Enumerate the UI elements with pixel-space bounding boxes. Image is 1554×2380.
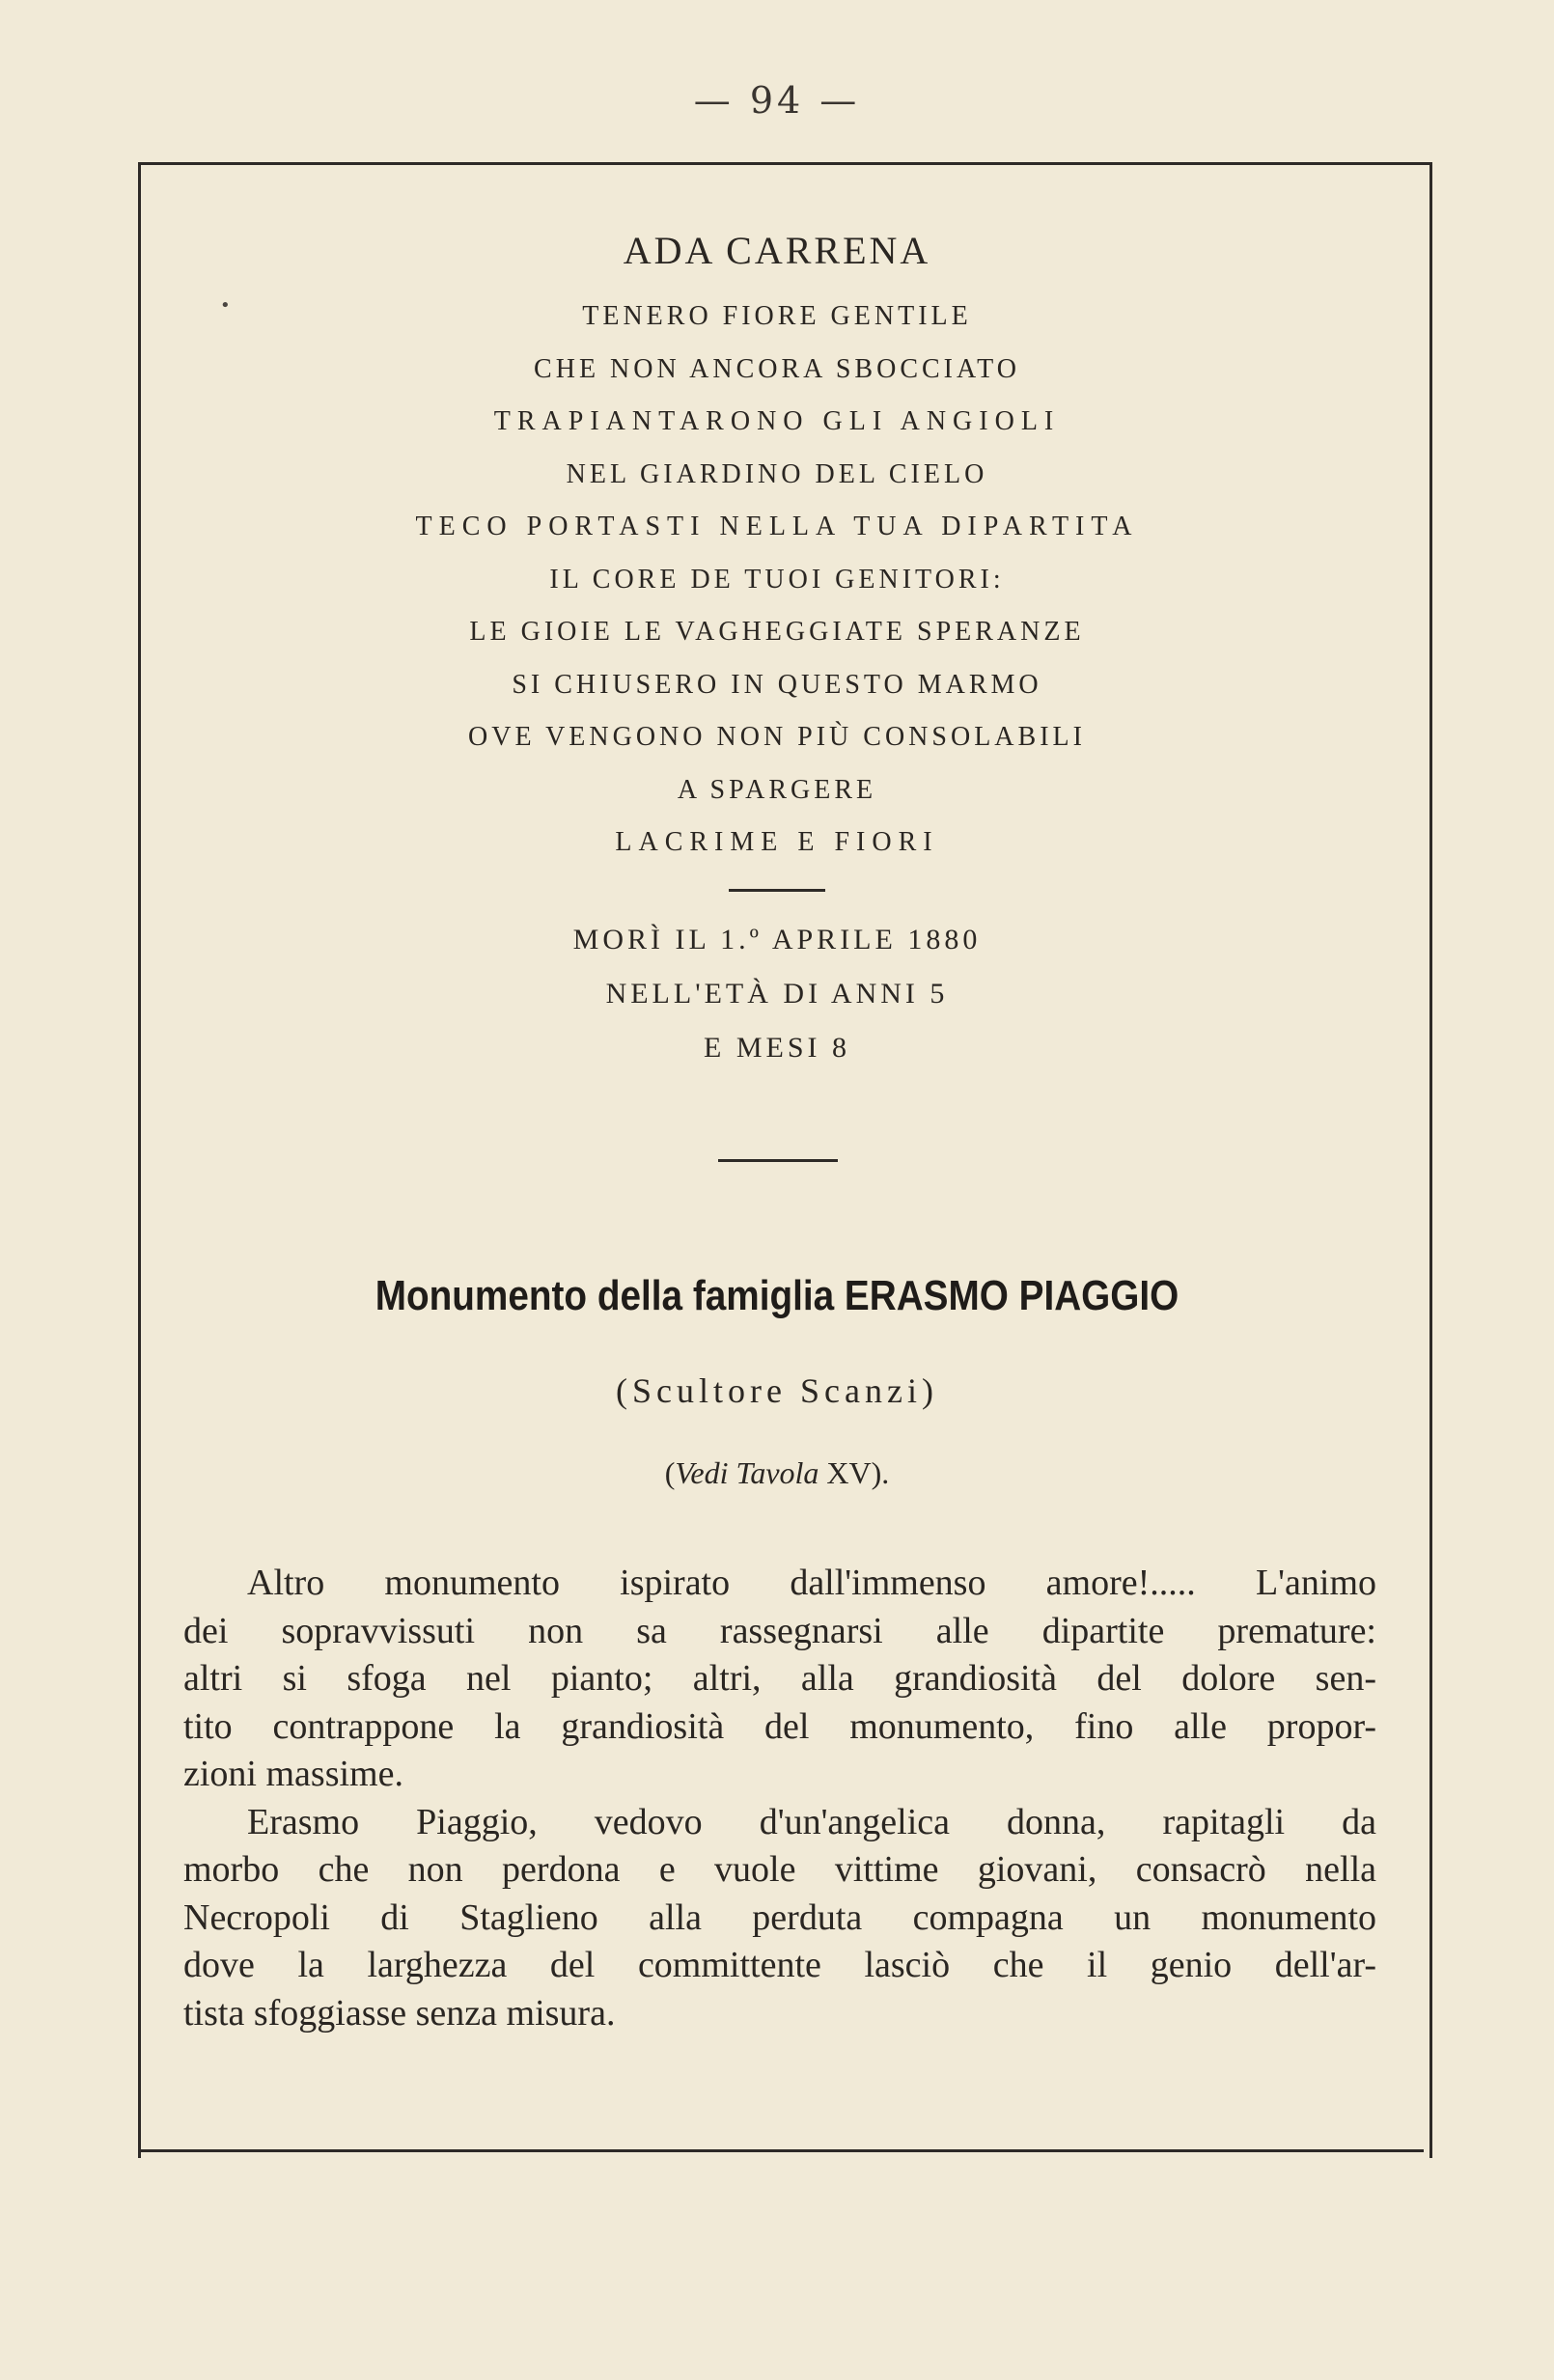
plate-reference-italic: Vedi Tavola <box>675 1455 819 1490</box>
text-line: Erasmo Piaggio, vedovo d'un'angelica donna, rapitagli da <box>247 1801 1376 1842</box>
epitaph-line: LACRIME E FIORI <box>615 827 939 857</box>
body-text <box>183 1560 1376 2037</box>
section-divider <box>718 1159 838 1162</box>
epitaph-line: IL CORE DE TUOI GENITORI: <box>549 564 1005 595</box>
epitaph-line: TENERO FIORE GENTILE <box>582 301 972 331</box>
plate-reference <box>0 1455 1554 1491</box>
epitaph-date-line: MORÌ IL 1.º APRILE 1880 <box>572 923 982 955</box>
paragraph <box>183 1799 1376 2038</box>
text-line: Altro monumento ispirato dall'immenso amore!..... L'animo <box>247 1563 1376 1603</box>
page-frame-bottom-rule <box>138 2149 1424 2152</box>
paragraph <box>183 1560 1376 1799</box>
epitaph-line: LE GIOIE LE VAGHEGGIATE SPERANZE <box>469 617 1085 647</box>
epitaph-line: OVE VENGONO NON PIÙ CONSOLABILI <box>468 722 1086 752</box>
text-line: dei sopravvissuti non sa rassegnarsi alle dipartite premature: <box>183 1610 1376 1651</box>
epitaph-line: TECO PORTASTI NELLA TUA DIPARTITA <box>415 512 1139 541</box>
epitaph-age-line: NELL'ETÀ DI ANNI 5 <box>605 977 949 1010</box>
epitaph-line: CHE NON ANCORA SBOCCIATO <box>534 353 1020 384</box>
plate-reference-rest: XV). <box>819 1455 890 1490</box>
page-number: — 94 — <box>693 79 861 122</box>
sculptor-credit: (Scultore Scanzi) <box>616 1371 938 1410</box>
text-line: morbo che non perdona e vuole vittime giovani, consacrò nella <box>183 1849 1376 1890</box>
epitaph-inscription <box>0 228 1554 1075</box>
text-line: Necropoli di Staglieno alla perduta compagna un monumento <box>183 1896 1376 1938</box>
epitaph-line: TRAPIANTARONO GLI ANGIOLI <box>493 406 1061 436</box>
epitaph-divider <box>729 889 825 892</box>
text-line: altri si sfoga nel pianto; altri, alla grandiosità del dolore sen- <box>183 1658 1376 1699</box>
plate-reference-open: ( <box>664 1455 676 1490</box>
epitaph-name: ADA CARRENA <box>623 229 931 272</box>
epitaph-line: SI CHIUSERO IN QUESTO MARMO <box>512 669 1042 700</box>
text-line: zioni massime. <box>183 1754 403 1794</box>
text-line: tito contrappone la grandiosità del monumento, fino alle propor- <box>183 1705 1376 1747</box>
ink-speck-mark: • <box>220 295 231 316</box>
text-line: tista sfoggiasse senza misura. <box>183 1992 616 2034</box>
epitaph-months-line: E MESI 8 <box>704 1031 850 1064</box>
epitaph-line: NEL GIARDINO DEL CIELO <box>566 458 988 489</box>
epitaph-line: A SPARGERE <box>677 774 877 805</box>
section-heading: Monumento della famiglia ERASMO PIAGGIO <box>375 1272 1179 1319</box>
text-line: dove la larghezza del committente lasciò che il genio dell'ar- <box>183 1945 1376 1985</box>
